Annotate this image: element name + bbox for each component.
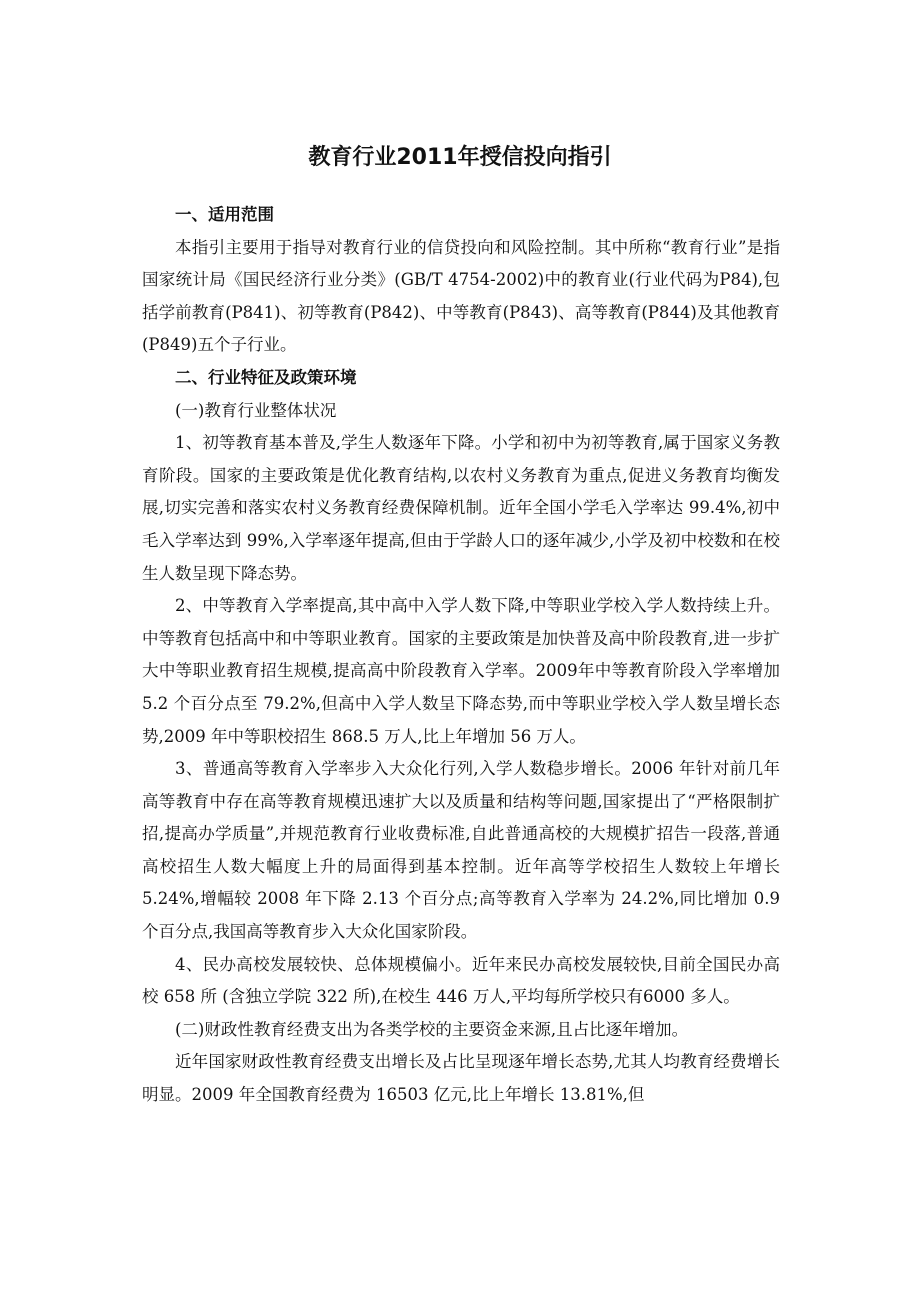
document-body bbox=[142, 199, 780, 1112]
paragraph-funding: 近年国家财政性教育经费支出增长及占比呈现逐年增长态势,尤其人均教育经费增长明显。2009 年全国教育经费为 16503 亿元,比上年增长 13.81%,但 bbox=[142, 1052, 780, 1105]
paragraph-scope: 本指引主要用于指导对教育行业的信贷投向和风险控制。其中所称“教育行业”是指国家统计局《国民经济行业分类》(GB/T 4754-2002)中的教育业(行业代码为P84),包括学前教育(P841)、初等教育(P842)、中等教育(P843)、高等教育(P844)及其他教育(P849)五个子行业。 bbox=[142, 237, 780, 355]
paragraph-higher-education: 3、普通高等教育入学率步入大众化行列,入学人数稳步增长。2006 年针对前几年高等教育中存在高等教育规模迅速扩大以及质量和结构等问题,国家提出了“严格限制扩招,提高办学质量”,并规范教育行业收费标准,自此普通高校的大规模扩招告一段落,普通高校招生人数大幅度上升的局面得到基本控制。近年高等学校招生人数较上年增长 5.24%,增幅较 2008 年下降 2.13 个百分点;高等教育入学率为 24.2%,同比增加 0.9 个百分点,我国高等教育步入大众化国家阶段。 bbox=[142, 759, 780, 942]
paragraph-primary-education: 1、初等教育基本普及,学生人数逐年下降。小学和初中为初等教育,属于国家义务教育阶段。国家的主要政策是优化教育结构,以农村义务教育为重点,促进义务教育均衡发展,切实完善和落实农村义务教育经费保障机制。近年全国小学毛入学率达 99.4%,初中毛入学率达到 99%,入学率逐年提高,但由于学龄人口的逐年减少,小学及初中校数和在校生人数呈现下降态势。 bbox=[142, 433, 780, 583]
section-heading-features: 二、行业特征及政策环境 bbox=[175, 367, 357, 387]
section-heading-scope: 一、适用范围 bbox=[175, 205, 274, 224]
document-title: 教育行业2011年授信投向指引 bbox=[308, 145, 612, 170]
paragraph-secondary-education: 2、中等教育入学率提高,其中高中入学人数下降,中等职业学校入学人数持续上升。中等教育包括高中和中等职业教育。国家的主要政策是加快普及高中阶段教育,进一步扩大中等职业教育招生规模,提高高中阶段教育入学率。2009年中等教育阶段入学率增加 5.2 个百分点至 79.2%,但高中入学人数呈下降态势,而中等职业学校入学人数呈增长态势,2009 年中等职校招生 868.5 万人,比上年增加 56 万人。 bbox=[142, 596, 780, 746]
subheading-funding: (二)财政性教育经费支出为各类学校的主要资金来源,且占比逐年增加。 bbox=[175, 1019, 689, 1039]
subheading-overall: (一)教育行业整体状况 bbox=[175, 400, 337, 420]
paragraph-private-universities: 4、民办高校发展较快、总体规模偏小。近年来民办高校发展较快,目前全国民办高校 658 所 (含独立学院 322 所),在校生 446 万人,平均每所学校只有6000 多人。 bbox=[142, 954, 780, 1007]
